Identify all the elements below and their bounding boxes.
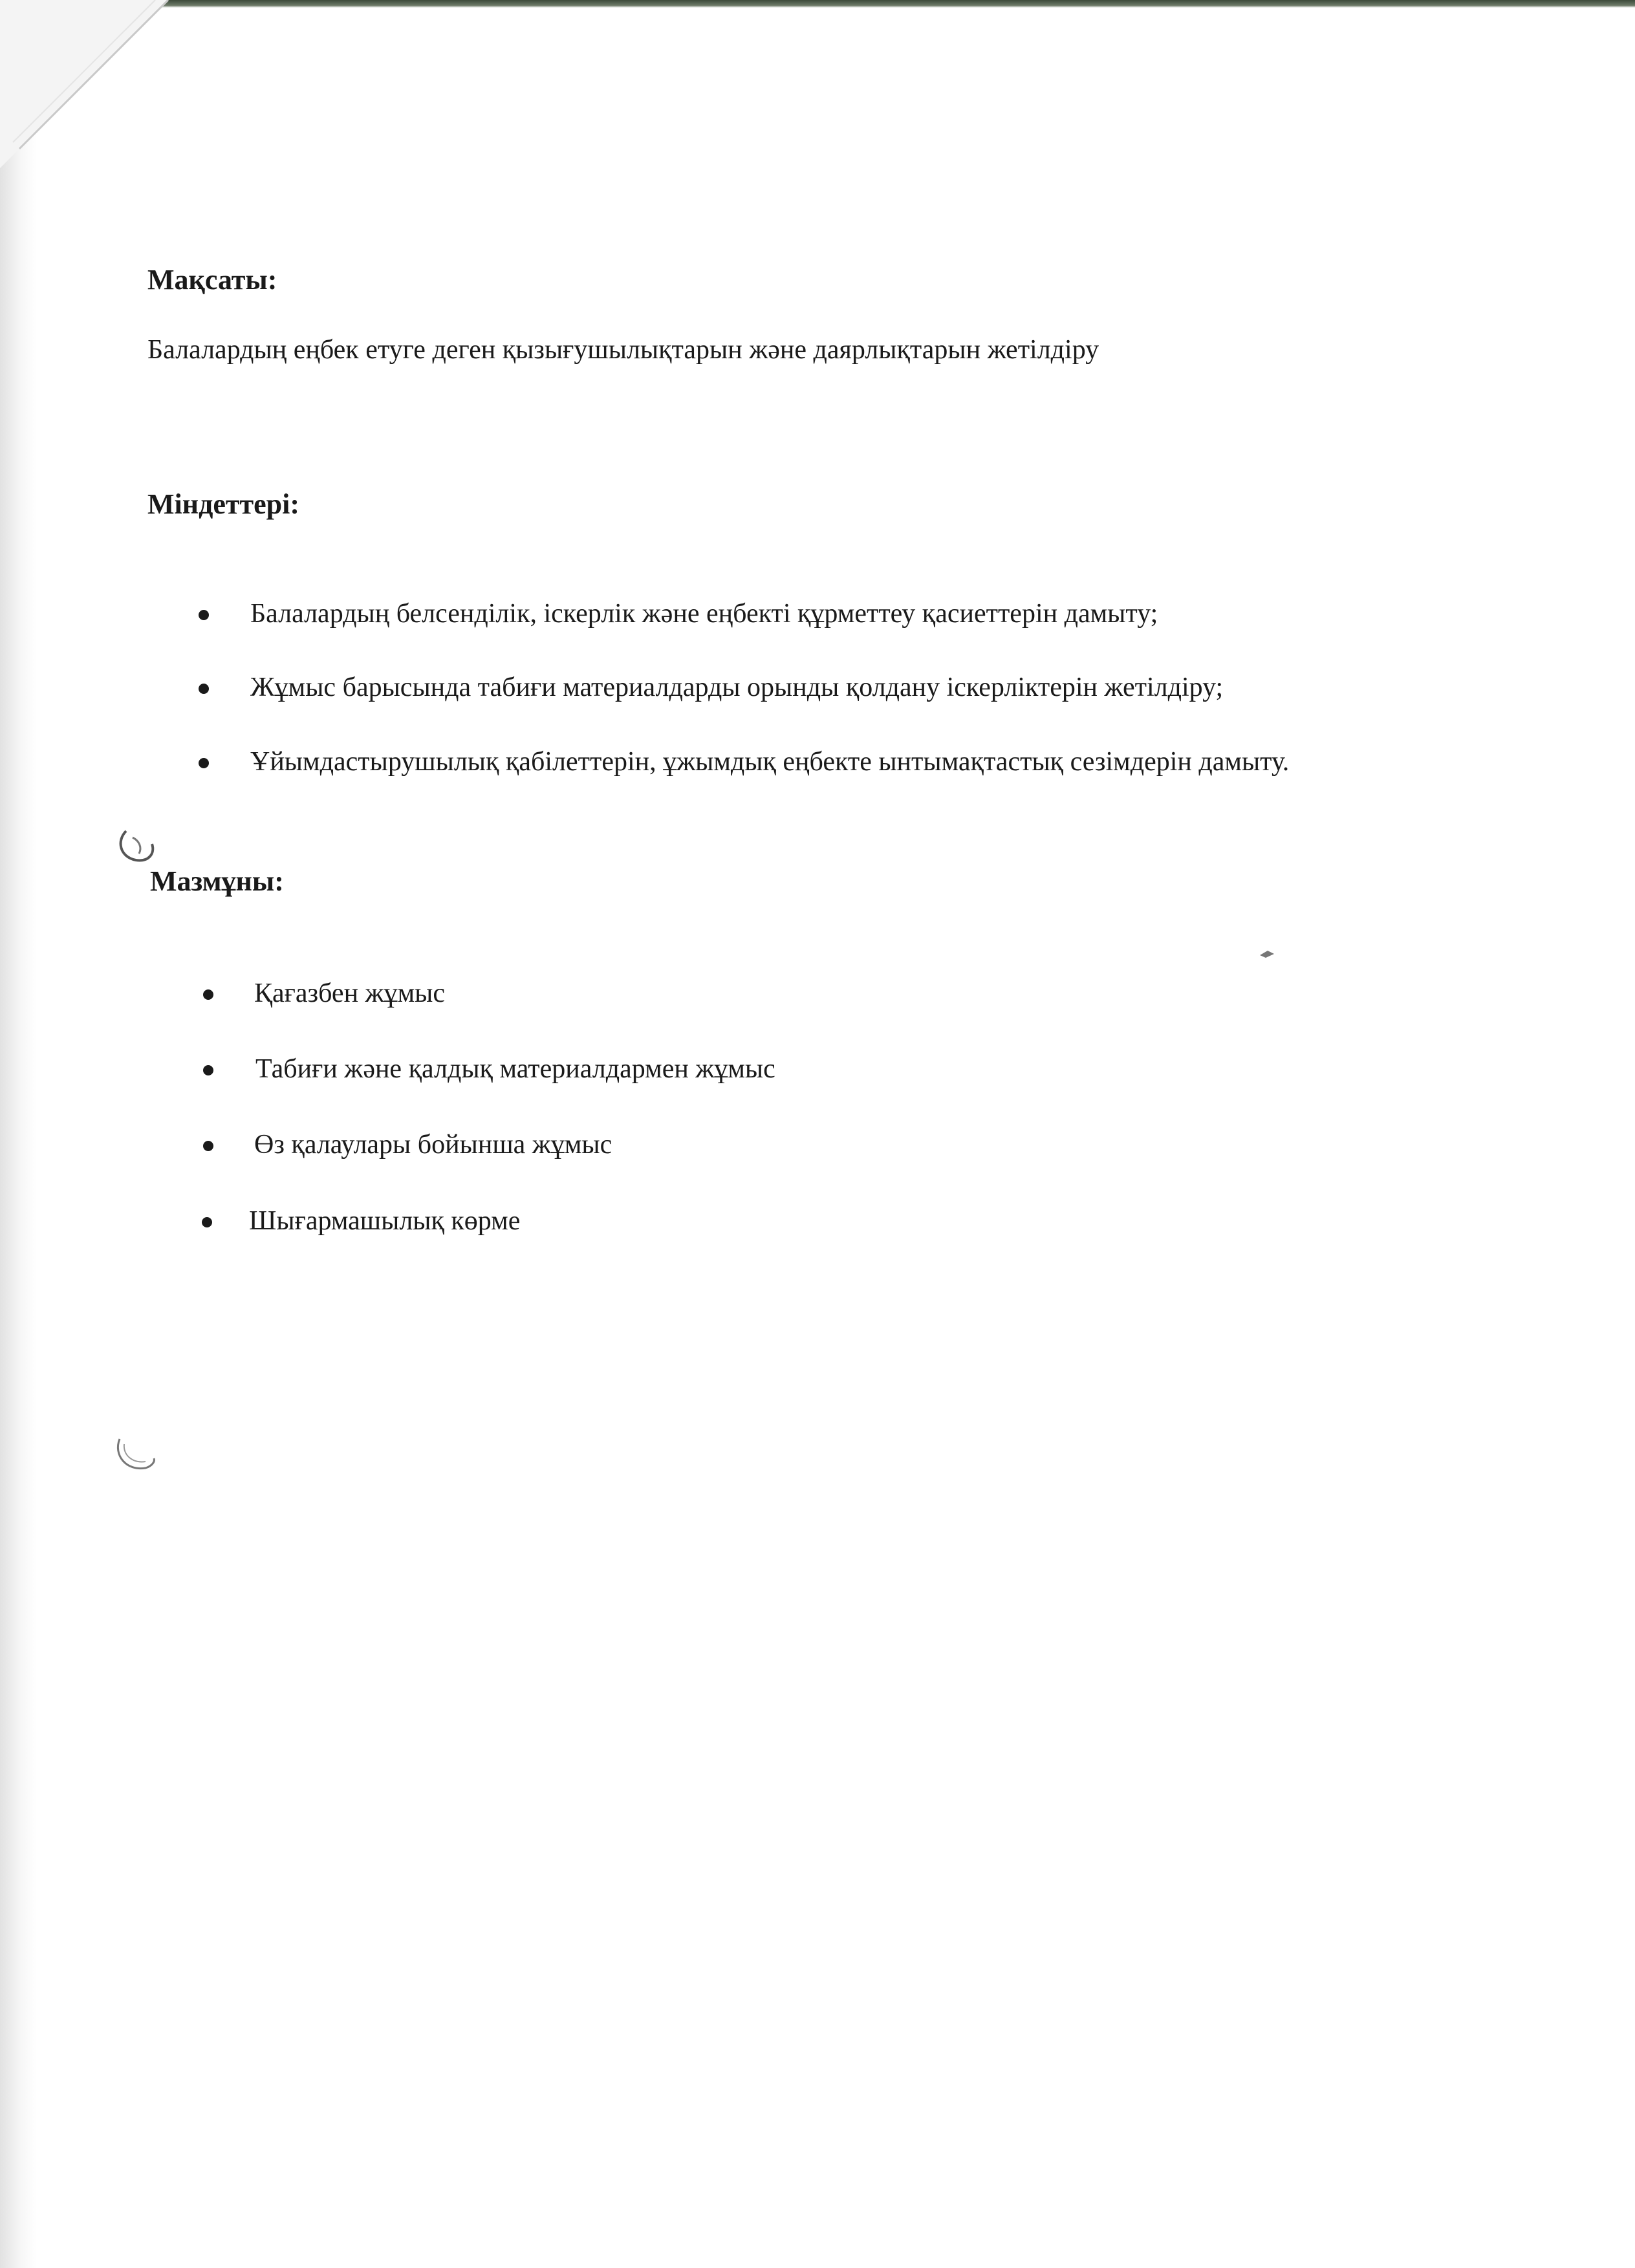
content-heading: Мазмұны: bbox=[150, 865, 284, 897]
content-item-text: Өз қалаулары бойынша жұмыс bbox=[254, 1130, 612, 1160]
page-top-edge bbox=[0, 0, 1635, 8]
list-item bbox=[0, 1128, 1635, 1161]
scan-speck bbox=[1258, 947, 1277, 960]
content-item-text: Табиғи және қалдық материалдармен жұмыс bbox=[255, 1054, 775, 1084]
bullet-icon bbox=[202, 1217, 212, 1227]
list-item bbox=[0, 1052, 1635, 1086]
folded-corner-mark bbox=[0, 0, 188, 188]
list-item bbox=[0, 597, 1635, 631]
list-item bbox=[0, 745, 1635, 779]
task-item-text: Жұмыс барысында табиғи материалдарды орынды қолдану іскерліктерін жетілдіру; bbox=[250, 673, 1224, 702]
bullet-icon bbox=[203, 1141, 213, 1151]
content-item-text: Қағазбен жұмыс bbox=[254, 978, 446, 1008]
bullet-icon bbox=[203, 989, 213, 1000]
bullet-icon bbox=[199, 610, 209, 620]
content-item-text: Шығармашылық көрме bbox=[249, 1206, 521, 1236]
punch-hole-mark bbox=[113, 825, 165, 870]
bullet-icon bbox=[199, 758, 209, 768]
tasks-heading: Міндеттері: bbox=[147, 488, 299, 520]
task-item-text: Ұйымдастырушылық қабілеттерін, ұжымдық еңбекте ынтымақтастық сезімдерін дамыту. bbox=[250, 747, 1290, 777]
list-item bbox=[0, 671, 1635, 704]
goal-heading: Мақсаты: bbox=[147, 264, 277, 296]
list-item bbox=[0, 1204, 1635, 1238]
task-item-text: Балалардың белсенділік, іскерлік және еңбекті құрметтеу қасиеттерін дамыту; bbox=[250, 599, 1158, 629]
goal-text: Балалардың еңбек етуге деген қызығушылықтарын және даярлықтарын жетілдіру bbox=[147, 335, 1099, 365]
list-item bbox=[0, 977, 1635, 1010]
punch-hole-mark bbox=[110, 1432, 162, 1478]
bullet-icon bbox=[203, 1065, 213, 1075]
bullet-icon bbox=[199, 684, 209, 694]
